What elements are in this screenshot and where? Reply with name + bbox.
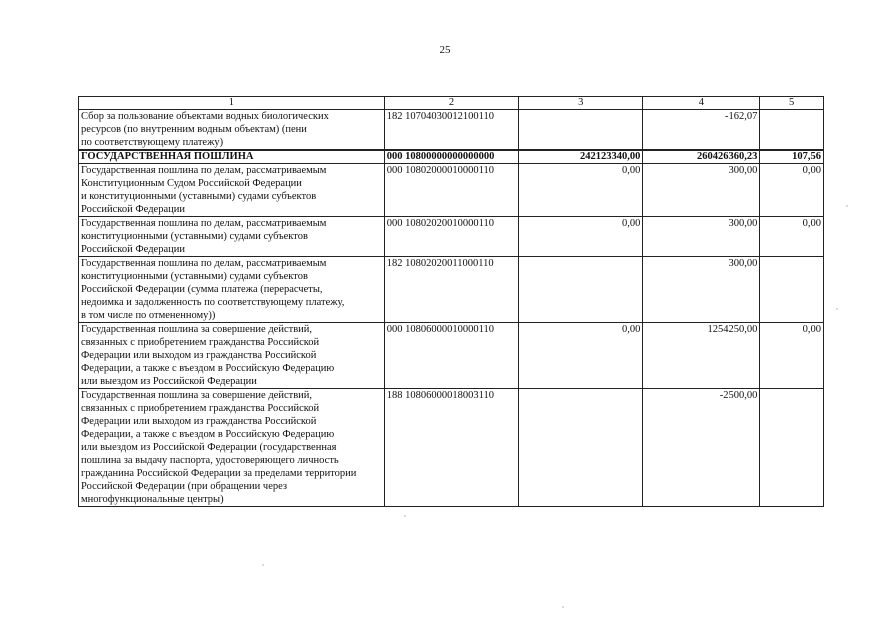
cell-name: ГОСУДАРСТВЕННАЯ ПОШЛИНА [79,150,385,164]
table-row [79,164,824,217]
cell-percent: 0,00 [760,323,824,389]
cell-actual-value: 300,00 [643,164,760,217]
cell-actual-value: -162,07 [643,110,760,151]
table-row [79,110,824,151]
cell-name: Государственная пошлина по делам, рассматриваемым Конституционным Судом Российской Федерации и конституционными (уставными) судами субъектов Российской Федерации [79,164,385,217]
cell-actual-value: 300,00 [643,217,760,257]
cell-percent: 107,56 [760,150,824,164]
column-header: 5 [760,97,824,110]
column-header: 1 [79,97,385,110]
cell-actual-value: 1254250,00 [643,323,760,389]
table-row [79,217,824,257]
cell-code: 000 10800000000000000 [384,150,518,164]
cell-name: Государственная пошлина по делам, рассматриваемым конституционными (уставными) судами субъектов Российской Федерации [79,217,385,257]
scan-speck [836,308,838,310]
column-header: 3 [519,97,643,110]
cell-code: 000 10802020010000110 [384,217,518,257]
cell-actual-value: 260426360,23 [643,150,760,164]
table-header-row [79,97,824,110]
table-row [79,257,824,323]
cell-plan-value: 0,00 [519,164,643,217]
cell-plan-value: 0,00 [519,217,643,257]
cell-percent: 0,00 [760,217,824,257]
cell-plan-value: 242123340,00 [519,150,643,164]
cell-percent [760,389,824,507]
revenue-table [78,96,824,507]
table-body [79,110,824,507]
cell-code: 182 10704030012100110 [384,110,518,151]
scan-speck [262,564,264,566]
table-row [79,323,824,389]
cell-name: Государственная пошлина по делам, рассматриваемым конституционными (уставными) судами субъектов Российской Федерации (сумма платежа (перерасчеты, недоимка и задолженность по соответствующему платежу, в том числе по отмененному)) [79,257,385,323]
table-row [79,389,824,507]
cell-percent: 0,00 [760,164,824,217]
cell-plan-value [519,110,643,151]
cell-name: Государственная пошлина за совершение действий, связанных с приобретением гражданства Российской Федерации или выходом из гражданства Российской Федерации, а также с въездом в Российскую Федерацию или выездом из Российской Федерации (государственная пошлина за выдачу паспорта, удостоверяющего личность гражданина Российской Федерации за пределами территории Российской Федерации (при обращении через многофункциональные центры) [79,389,385,507]
cell-code: 000 10802000010000110 [384,164,518,217]
cell-plan-value [519,389,643,507]
cell-actual-value: -2500,00 [643,389,760,507]
cell-code: 000 10806000010000110 [384,323,518,389]
cell-code: 188 10806000018003110 [384,389,518,507]
cell-plan-value: 0,00 [519,323,643,389]
cell-plan-value [519,257,643,323]
scan-speck [846,205,848,207]
cell-percent [760,110,824,151]
table-section-row [79,150,824,164]
scan-speck [404,515,406,517]
page-number: 25 [439,44,451,56]
cell-name: Сбор за пользование объектами водных биологических ресурсов (по внутренним водным объектам) (пени по соответствующему платежу) [79,110,385,151]
cell-actual-value: 300,00 [643,257,760,323]
cell-code: 182 10802020011000110 [384,257,518,323]
column-header: 4 [643,97,760,110]
scan-speck [562,606,564,608]
column-header: 2 [384,97,518,110]
cell-name: Государственная пошлина за совершение действий, связанных с приобретением гражданства Российской Федерации или выходом из гражданства Российской Федерации, а также с въездом в Российскую Федерацию или выездом из Российской Федерации [79,323,385,389]
cell-percent [760,257,824,323]
